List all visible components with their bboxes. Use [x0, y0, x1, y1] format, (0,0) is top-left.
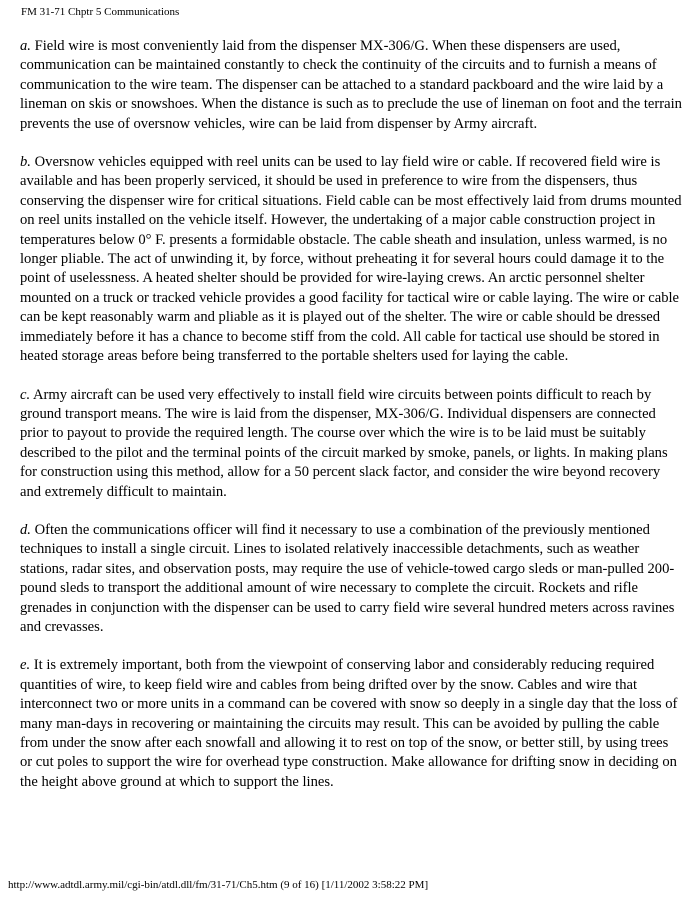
paragraph-b — [20, 153, 682, 366]
paragraph-text: Often the communications officer will find it necessary to use a combination of the previously mentioned techniques to install a single circuit. Lines to isolated relatively inaccessible detachments, such as weather stations, radar sites, and observation posts, may require the use of vehicle-towed cargo sleds or man-pulled 200-pound sleds to transport the additional amount of wire necessary to complete the circuit. Rockets and rifle grenades in conjunction with the dispenser can be used to carry field wire several hundred meters across ravines and crevasses. — [20, 521, 675, 635]
paragraph-text: Army aircraft can be used very effectively to install field wire circuits between points difficult to reach by ground transport means. The wire is laid from the dispenser, MX-306/G. Individual dispensers are connected prior to payout to provide the required length. The course over which the wire is to be laid must be suitably described to the pilot and the terminal points of the circuit marked by smoke, panels, or lights. In making plans for construction using this method, allow for a 50 percent slack factor, and consider the wire beyond recovery and extremely difficult to maintain. — [20, 386, 668, 500]
paragraph-a — [20, 37, 682, 134]
paragraph-text: Field wire is most conveniently laid from the dispenser MX-306/G. When these dispensers are used, communication can be maintained constantly to check the continuity of the circuits and to furnish a means of communication to the wire team. The dispenser can be attached to a standard packboard and the wire laid by a lineman on skis or snowshoes. When the distance is such as to preclude the use of lineman on foot and the terrain prevents the use of oversnow vehicles, wire can be laid from dispenser by Army aircraft. — [20, 38, 682, 132]
paragraph-label: b. — [20, 154, 31, 171]
page-footer-url: http://www.adtdl.army.mil/cgi-bin/atdl.dll/fm/31-71/Ch5.htm (9 of 16) [1/11/2002 3:58:22 PM] — [8, 879, 429, 891]
paragraph-c — [20, 386, 682, 502]
page-header: FM 31-71 Chptr 5 Communications — [21, 6, 180, 18]
paragraph-text: It is extremely important, both from the viewpoint of conserving labor and considerably reducing required quantities of wire, to keep field wire and cables from being drifted over by the snow. Cables and wire that interconnect two or more units in a command can be covered with snow so deeply in a single day that the loss of many man-days in recovering or maintaining the circuits may result. This can be avoided by pulling the cable from under the snow after each snowfall and allowing it to rest on top of the snow, or better still, by using trees or cut poles to support the wire for overhead type construction. Make allowance for drifting snow in deciding on the height above ground at which to support the lines. — [20, 657, 678, 790]
paragraph-label: d. — [20, 521, 31, 538]
paragraph-d — [20, 521, 682, 637]
paragraph-label: e. — [20, 657, 31, 674]
paragraph-label: a. — [20, 38, 31, 54]
paragraph-e — [20, 656, 682, 792]
paragraph-text: Oversnow vehicles equipped with reel units can be used to lay field wire or cable. If recovered field wire is available and has been properly serviced, it should be used in preference to wire from the dispensers, thus conserving the dispenser wire for critical situations. Field cable can be most effectively laid from drums mounted on reel units installed on the vehicle itself. However, the undertaking of a major cable construction project in temperatures below 0° F. presents a formidable obstacle. The cable sheath and insulation, unless warmed, is no longer pliable. The act of unwinding it, by force, without preheating it for several hours could damage it to the point of uselessness. A heated shelter should be provided for wire-laying crews. An arctic personnel shelter mounted on a truck or tracked vehicle provides a good facility for tactical wire or cable laying. The wire or cable can be kept reasonably warm and pliable as it is played out of the shelter. The wire or cable should be dressed immediately before it has a chance to become stiff from the cold. All cable for tactical use should be stored in heated storage areas before being transferred to the portable shelters used for laying the cable. — [20, 154, 682, 365]
document-body — [20, 37, 682, 811]
paragraph-label: c. — [20, 386, 31, 403]
